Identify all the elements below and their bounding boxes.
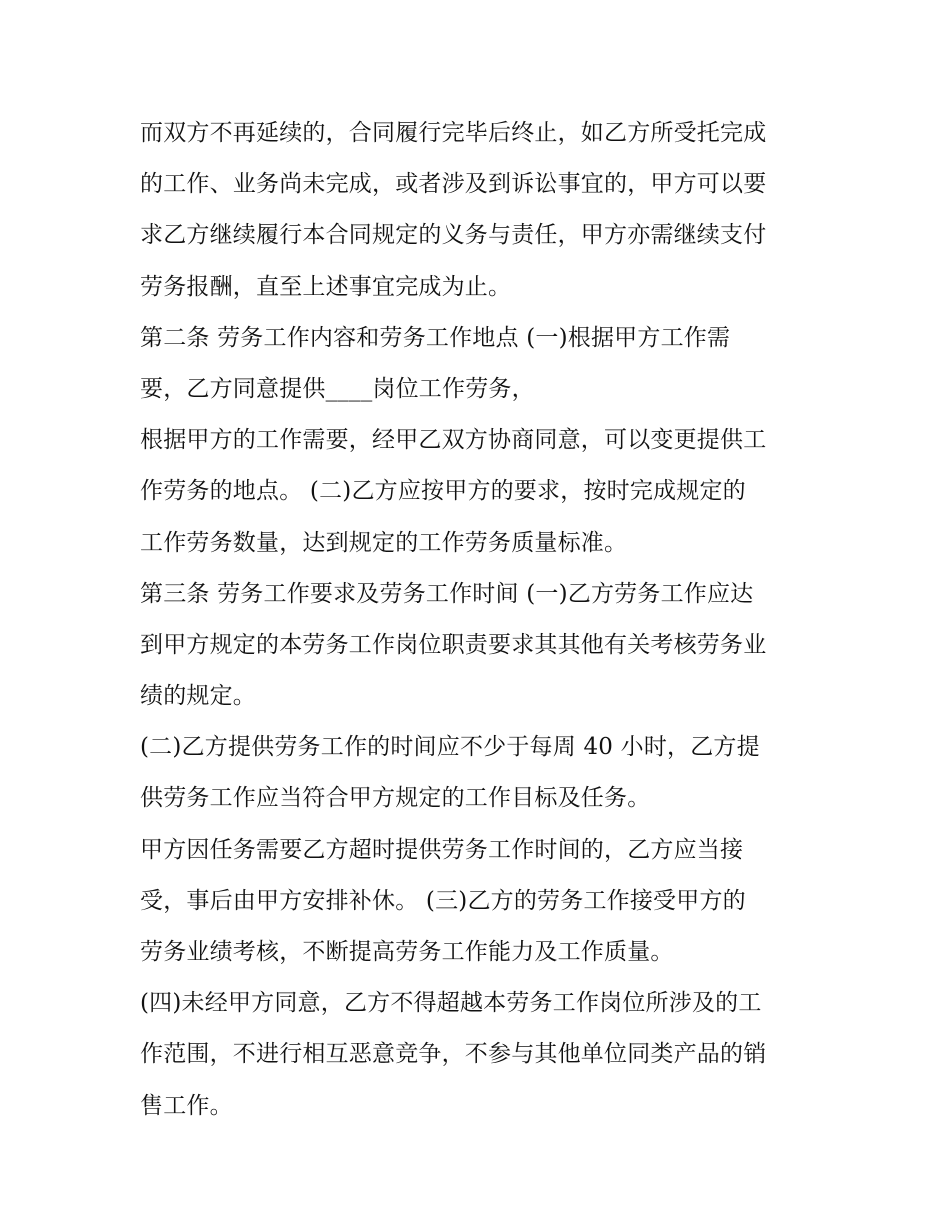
text-line: 绩的规定。 xyxy=(140,683,256,710)
text-line: 作劳务的地点。 (二)乙方应按甲方的要求，按时完成规定的 xyxy=(140,478,746,505)
article-three-heading-line: 第三条 劳务工作要求及劳务工作时间 (一)乙方劳务工作应达 xyxy=(140,580,754,607)
text-line: 甲方因任务需要乙方超时提供劳务工作时间的，乙方应当接 xyxy=(140,836,744,863)
text-line: 而双方不再延续的，合同履行完毕后终止，如乙方所受托完成 xyxy=(140,120,767,146)
text-line: 作范围，不进行相互恶意竞争，不参与其他单位同类产品的销 xyxy=(140,1041,767,1068)
text-line: 售工作。 xyxy=(140,1092,233,1119)
text-line: 工作劳务数量，达到规定的工作劳务质量标准。 xyxy=(140,529,628,556)
contract-body-text xyxy=(140,108,830,1132)
text-line: (二)乙方提供劳务工作的时间应不少于每周 40 小时，乙方提 xyxy=(140,734,760,761)
text-line: 要，乙方同意提供____岗位工作劳务， xyxy=(140,375,535,402)
text-line: 供劳务工作应当符合甲方规定的工作目标及任务。 xyxy=(140,785,651,812)
text-line: 受，事后由甲方安排补休。 (三)乙方的劳务工作接受甲方的 xyxy=(140,887,746,914)
text-line: (四)未经甲方同意，乙方不得超越本劳务工作岗位所涉及的工 xyxy=(140,990,762,1017)
text-line: 求乙方继续履行本合同规定的义务与责任，甲方亦需继续支付 xyxy=(140,222,767,249)
text-line: 劳务报酬，直至上述事宜完成为止。 xyxy=(140,273,512,300)
text-line: 到甲方规定的本劳务工作岗位职责要求其其他有关考核劳务业 xyxy=(140,631,767,658)
article-two-heading-line: 第二条 劳务工作内容和劳务工作地点 (一)根据甲方工作需 xyxy=(140,324,731,351)
text-line: 的工作、业务尚未完成，或者涉及到诉讼事宜的，甲方可以要 xyxy=(140,171,767,198)
text-line: 劳务业绩考核，不断提高劳务工作能力及工作质量。 xyxy=(140,939,674,965)
text-line: 根据甲方的工作需要，经甲乙双方协商同意，可以变更提供工 xyxy=(140,427,767,454)
